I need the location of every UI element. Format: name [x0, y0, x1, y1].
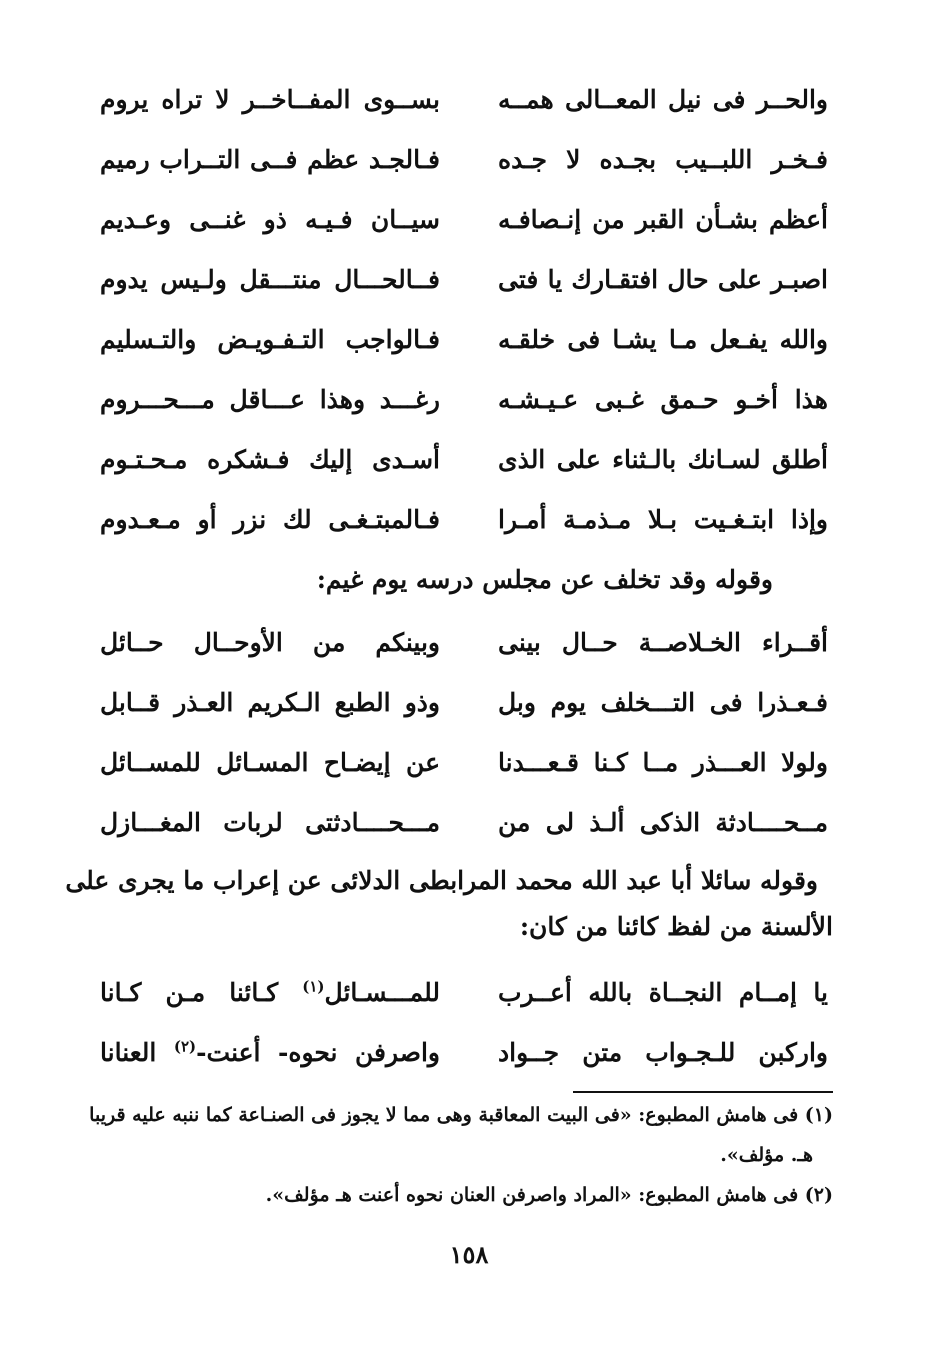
footnote-marker: (٢)	[173, 1037, 197, 1056]
verse-first-hemistich: أطلق لسـانك بالـثناء على الذى	[498, 444, 828, 474]
footnote-1-line-2: هـ. مؤلف».	[720, 1144, 813, 1166]
verse-row	[100, 742, 828, 782]
hemistich-text: العنانا	[100, 1037, 174, 1067]
hemistich-text: للمـــسـائل	[324, 977, 440, 1007]
verse-second-hemistich: وذو الطبع الـكريم العـذر قــابل	[100, 687, 440, 717]
verse-first-hemistich: ولولا العـــذر مــا كـنا قـعـــدنا	[498, 747, 828, 777]
footnote-1-line-1: (١) فى هامش المطبوع: «فى البيت المعاقبة وهى مما لا يجوز فى الصنـاعة كما ننبه عليه قريبا	[89, 1104, 833, 1126]
footnote-separator	[573, 1091, 833, 1093]
footnote-2: (٢) فى هامش المطبوع: «المراد واصرفن العنان نحوه أعنت هـ مؤلف».	[265, 1184, 833, 1206]
verse-first-hemistich: أقــراء الخـلاصــة حــال بينى	[498, 627, 828, 657]
verse-row	[100, 1032, 828, 1072]
verse-row	[100, 439, 828, 479]
verse-second-hemistich: فــالحـــال منتـــقل ولـيس يدوم	[100, 264, 440, 294]
hemistich-text: كـائنا مـن كـانا	[100, 977, 303, 1007]
verse-row	[100, 139, 828, 179]
verse-second-hemistich: فـالواجب التـفـويـض والتـسليم	[100, 324, 440, 354]
poem-introduction-line-1: وقوله سائلا أبا عبد الله محمد المرابطى الدلائى عن إعراب ما يجرى على	[65, 866, 818, 895]
verse-row	[100, 622, 828, 662]
verse-row	[100, 319, 828, 359]
verse-second-hemistich: وبينكم من الأوحــال حــائل	[100, 627, 440, 657]
footnote-marker: (١)	[302, 977, 325, 996]
verse-first-hemistich: هذا أخـو حـمق غـبى عـيـشـه	[498, 384, 828, 414]
verse-first-hemistich: واركبن للـجـواب متن جــواد	[498, 1037, 828, 1067]
verse-row	[100, 972, 828, 1012]
verse-second-hemistich: سيــان فـيـه ذو غنــى وعـديم	[100, 204, 440, 234]
verse-row	[100, 79, 828, 119]
verse-first-hemistich: اصبـر على حال افتقـارك يا فتى	[498, 264, 828, 294]
poem-introduction-line-2: الألسنة من لفظ كائنا من كان:	[519, 912, 833, 941]
verse-first-hemistich: أعظم بشـأن القبر من إنـصافـه	[498, 204, 828, 234]
verse-first-hemistich: فـخـر اللبــيب بجـده لا جـده	[498, 144, 828, 174]
verse-second-hemistich: أسـدى إليك فـشكره مـحـتـوم	[100, 444, 440, 474]
poem-introduction: وقوله وقد تخلف عن مجلس درسه يوم غيم:	[316, 565, 773, 594]
verse-second-hemistich: مـــحــــادثتى لربات المغـــازل	[100, 807, 440, 837]
verse-second-hemistich: رغـــد وهذا عـــاقل مـــحـــروم	[100, 384, 440, 414]
verse-first-hemistich: فـعـذرا فى التـــخلف يوم وبل	[498, 687, 828, 717]
verse-second-hemistich: عن إيضـاح المسـائل للمســائل	[100, 747, 440, 777]
hemistich-text: واصرفن نحوه- أعنت-	[196, 1037, 440, 1067]
verse-first-hemistich: والله يفـعل مـا يشـا فى خلقـه	[498, 324, 828, 354]
verse-row	[100, 199, 828, 239]
verse-row	[100, 682, 828, 722]
page-number: ١٥٨	[449, 1240, 489, 1269]
verse-first-hemistich: يا إمــام النجــاة بالله أعــرب	[498, 977, 828, 1007]
verse-second-hemistich: بســوى المفــاخــر لا تراه يروم	[100, 84, 440, 114]
verse-row	[100, 802, 828, 842]
verse-second-hemistich: فـالجـد عظم فــى التــراب رميم	[100, 144, 440, 174]
verse-second-hemistich: فـالمبتـغـى لك نزر أو مـعـدوم	[100, 504, 440, 534]
verse-row	[100, 259, 828, 299]
verse-first-hemistich: وإذا ابتـغـيت بـلا مـذمـة أمـرا	[498, 504, 828, 534]
verse-first-hemistich: والحــر فى نيل المعــالى همــه	[498, 84, 828, 114]
verse-row	[100, 379, 828, 419]
verse-second-hemistich	[100, 1038, 440, 1067]
verse-second-hemistich	[100, 978, 440, 1007]
verse-row	[100, 499, 828, 539]
verse-first-hemistich: مــحــــادثة الذكى ألـذ لى من	[498, 807, 828, 837]
